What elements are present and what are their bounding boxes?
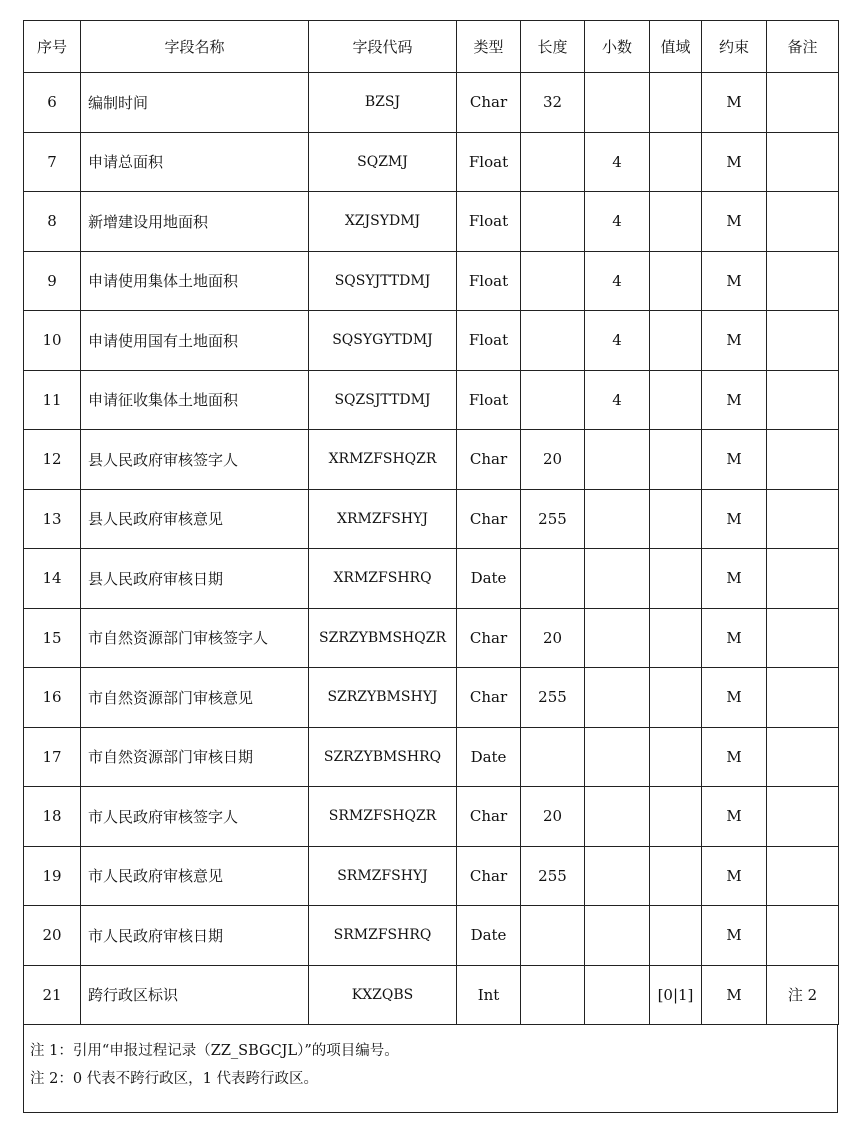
cell-field-name: 县人民政府审核意见 [81,489,309,549]
cell-range [650,489,702,549]
cell-field-code: SZRZYBMSHRQ [309,727,457,787]
cell-type: Char [457,787,521,847]
cell-remark [767,311,839,371]
cell-range [650,430,702,490]
cell-constraint: M [702,846,767,906]
cell-length: 32 [521,73,585,133]
cell-range: [0|1] [650,965,702,1025]
cell-constraint: M [702,489,767,549]
cell-decimal [585,73,650,133]
cell-decimal: 4 [585,132,650,192]
table-row [24,192,839,252]
header-seq: 序号 [24,21,81,73]
cell-remark [767,192,839,252]
cell-field-code: XZJSYDMJ [309,192,457,252]
cell-seq: 7 [24,132,81,192]
cell-range [650,73,702,133]
cell-field-name: 市人民政府审核签字人 [81,787,309,847]
table-row [24,251,839,311]
table-row [24,132,839,192]
cell-type: Float [457,370,521,430]
cell-seq: 19 [24,846,81,906]
cell-constraint: M [702,73,767,133]
cell-decimal [585,906,650,966]
cell-field-code: XRMZFSHRQ [309,549,457,609]
cell-decimal [585,668,650,728]
cell-field-code: XRMZFSHYJ [309,489,457,549]
cell-remark [767,846,839,906]
cell-remark [767,906,839,966]
cell-field-code: SQSYGYTDMJ [309,311,457,371]
cell-remark [767,668,839,728]
cell-decimal [585,430,650,490]
cell-decimal [585,549,650,609]
cell-field-name: 跨行政区标识 [81,965,309,1025]
cell-type: Date [457,906,521,966]
header-field-name: 字段名称 [81,21,309,73]
cell-constraint: M [702,192,767,252]
cell-range [650,787,702,847]
table-notes [23,1025,838,1113]
header-row [24,21,839,73]
cell-length [521,727,585,787]
cell-field-name: 新增建设用地面积 [81,192,309,252]
cell-field-code: SRMZFSHRQ [309,906,457,966]
cell-range [650,192,702,252]
cell-type: Char [457,608,521,668]
note-1: 注 1：引用“申报过程记录（ZZ_SBGCJL）”的项目编号。 [30,1043,399,1059]
cell-seq: 20 [24,906,81,966]
cell-seq: 6 [24,73,81,133]
cell-seq: 13 [24,489,81,549]
cell-decimal [585,846,650,906]
cell-field-name: 编制时间 [81,73,309,133]
cell-type: Char [457,668,521,728]
cell-length [521,370,585,430]
cell-constraint: M [702,906,767,966]
cell-remark [767,370,839,430]
cell-field-name: 申请使用集体土地面积 [81,251,309,311]
table-row [24,965,839,1025]
cell-field-code: BZSJ [309,73,457,133]
cell-field-code: SZRZYBMSHYJ [309,668,457,728]
cell-range [650,846,702,906]
field-definition-table-container [23,20,838,1113]
cell-seq: 14 [24,549,81,609]
cell-constraint: M [702,430,767,490]
cell-range [650,549,702,609]
cell-seq: 17 [24,727,81,787]
cell-length [521,965,585,1025]
cell-decimal [585,489,650,549]
cell-field-name: 县人民政府审核签字人 [81,430,309,490]
table-row [24,668,839,728]
table-row [24,846,839,906]
cell-seq: 9 [24,251,81,311]
cell-type: Date [457,727,521,787]
cell-remark [767,727,839,787]
cell-type: Date [457,549,521,609]
cell-field-code: SRMZFSHYJ [309,846,457,906]
cell-range [650,251,702,311]
cell-constraint: M [702,549,767,609]
header-length: 长度 [521,21,585,73]
cell-range [650,906,702,966]
cell-length [521,906,585,966]
table-row [24,430,839,490]
cell-remark [767,73,839,133]
cell-field-code: SQZSJTTDMJ [309,370,457,430]
header-field-code: 字段代码 [309,21,457,73]
cell-seq: 15 [24,608,81,668]
cell-length: 255 [521,846,585,906]
header-decimal: 小数 [585,21,650,73]
cell-decimal: 4 [585,370,650,430]
table-row [24,906,839,966]
cell-seq: 21 [24,965,81,1025]
table-row [24,73,839,133]
cell-seq: 8 [24,192,81,252]
table-row [24,549,839,609]
cell-field-code: SZRZYBMSHQZR [309,608,457,668]
cell-decimal [585,727,650,787]
cell-constraint: M [702,251,767,311]
cell-field-code: SQSYJTTDMJ [309,251,457,311]
cell-type: Char [457,846,521,906]
cell-remark [767,132,839,192]
cell-field-name: 申请征收集体土地面积 [81,370,309,430]
cell-field-name: 市自然资源部门审核意见 [81,668,309,728]
cell-type: Char [457,73,521,133]
cell-length: 255 [521,489,585,549]
table-row [24,311,839,371]
cell-constraint: M [702,132,767,192]
field-definition-table [23,20,839,1025]
cell-field-name: 市人民政府审核意见 [81,846,309,906]
cell-remark [767,251,839,311]
cell-type: Float [457,311,521,371]
cell-length: 255 [521,668,585,728]
cell-constraint: M [702,965,767,1025]
cell-constraint: M [702,311,767,371]
cell-length [521,311,585,371]
cell-decimal [585,787,650,847]
cell-remark [767,608,839,668]
cell-decimal [585,608,650,668]
cell-constraint: M [702,370,767,430]
header-type: 类型 [457,21,521,73]
header-range: 值域 [650,21,702,73]
table-row [24,787,839,847]
cell-length [521,251,585,311]
cell-remark: 注 2 [767,965,839,1025]
table-row [24,727,839,787]
cell-field-name: 申请使用国有土地面积 [81,311,309,371]
cell-range [650,668,702,728]
cell-decimal: 4 [585,251,650,311]
cell-constraint: M [702,608,767,668]
cell-field-code: KXZQBS [309,965,457,1025]
cell-seq: 11 [24,370,81,430]
cell-decimal: 4 [585,192,650,252]
table-row [24,608,839,668]
cell-length: 20 [521,430,585,490]
cell-type: Char [457,489,521,549]
cell-seq: 18 [24,787,81,847]
table-row [24,489,839,549]
cell-constraint: M [702,727,767,787]
cell-length: 20 [521,787,585,847]
cell-range [650,608,702,668]
cell-decimal: 4 [585,311,650,371]
note-2: 注 2：0 代表不跨行政区，1 代表跨行政区。 [30,1071,319,1087]
cell-field-code: XRMZFSHQZR [309,430,457,490]
cell-length: 20 [521,608,585,668]
cell-type: Float [457,251,521,311]
cell-range [650,727,702,787]
cell-type: Float [457,132,521,192]
cell-type: Int [457,965,521,1025]
cell-field-code: SRMZFSHQZR [309,787,457,847]
cell-field-name: 申请总面积 [81,132,309,192]
cell-range [650,370,702,430]
cell-type: Float [457,192,521,252]
cell-seq: 16 [24,668,81,728]
cell-field-name: 市自然资源部门审核签字人 [81,608,309,668]
cell-seq: 10 [24,311,81,371]
cell-field-code: SQZMJ [309,132,457,192]
cell-constraint: M [702,668,767,728]
cell-length [521,132,585,192]
cell-constraint: M [702,787,767,847]
cell-range [650,311,702,371]
cell-remark [767,787,839,847]
cell-type: Char [457,430,521,490]
cell-field-name: 市自然资源部门审核日期 [81,727,309,787]
cell-range [650,132,702,192]
cell-remark [767,549,839,609]
cell-length [521,549,585,609]
cell-remark [767,489,839,549]
cell-field-name: 市人民政府审核日期 [81,906,309,966]
cell-decimal [585,965,650,1025]
table-body [24,73,839,1025]
table-row [24,370,839,430]
cell-length [521,192,585,252]
header-remark: 备注 [767,21,839,73]
header-constraint: 约束 [702,21,767,73]
cell-seq: 12 [24,430,81,490]
cell-remark [767,430,839,490]
cell-field-name: 县人民政府审核日期 [81,549,309,609]
